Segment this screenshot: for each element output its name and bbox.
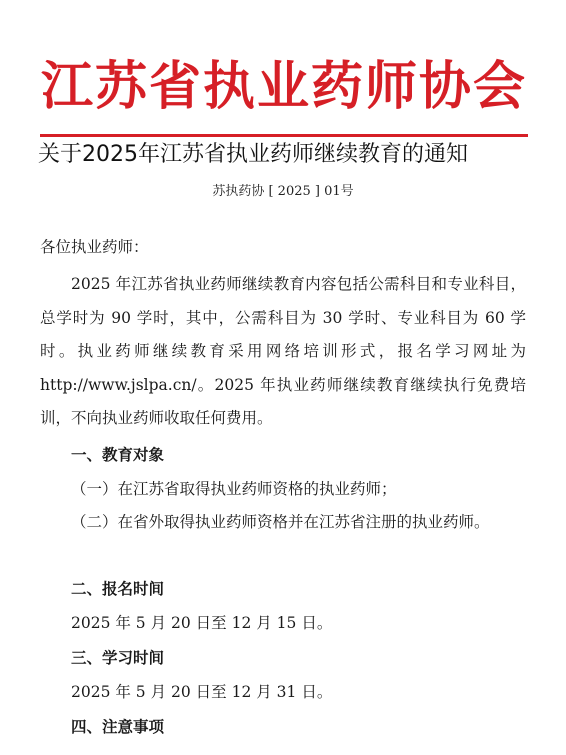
salutation: 各位执业药师： xyxy=(40,238,149,256)
section-heading-2: 二、报名时间 xyxy=(71,580,165,598)
notice-title: 关于2025年江苏省执业药师继续教育的通知 xyxy=(38,142,468,167)
section-1-item-1: （一）在江苏省取得执业药师资格的执业药师； xyxy=(71,480,397,498)
section-heading-4: 四、注意事项 xyxy=(71,718,165,736)
section-3-text: 2025 年 5 月 20 日至 12 月 31 日。 xyxy=(71,683,333,701)
org-name-header: 江苏省执业药师协会 xyxy=(40,56,527,117)
section-heading-1: 一、教育对象 xyxy=(71,446,165,464)
section-1-item-2: （二）在省外取得执业药师资格并在江苏省注册的执业药师。 xyxy=(71,513,490,531)
section-2-text: 2025 年 5 月 20 日至 12 月 15 日。 xyxy=(71,614,333,632)
document-number: 苏执药协 [ 2025 ] 01号 xyxy=(212,184,354,199)
red-divider-line xyxy=(40,134,528,137)
section-heading-3: 三、学习时间 xyxy=(71,649,165,667)
intro-paragraph: 2025 年江苏省执业药师继续教育内容包括公需科目和专业科目，总学时为 90 学时，其中，公需科目为 30 学时、专业科目为 60 学时。执业药师继续教育采用网络培训形式，报名学习网址为 http://www.jslpa.cn/。2025 年执业药师继续教育继续执行免费培训，不向执业药师收取任何费用。 xyxy=(40,275,526,427)
